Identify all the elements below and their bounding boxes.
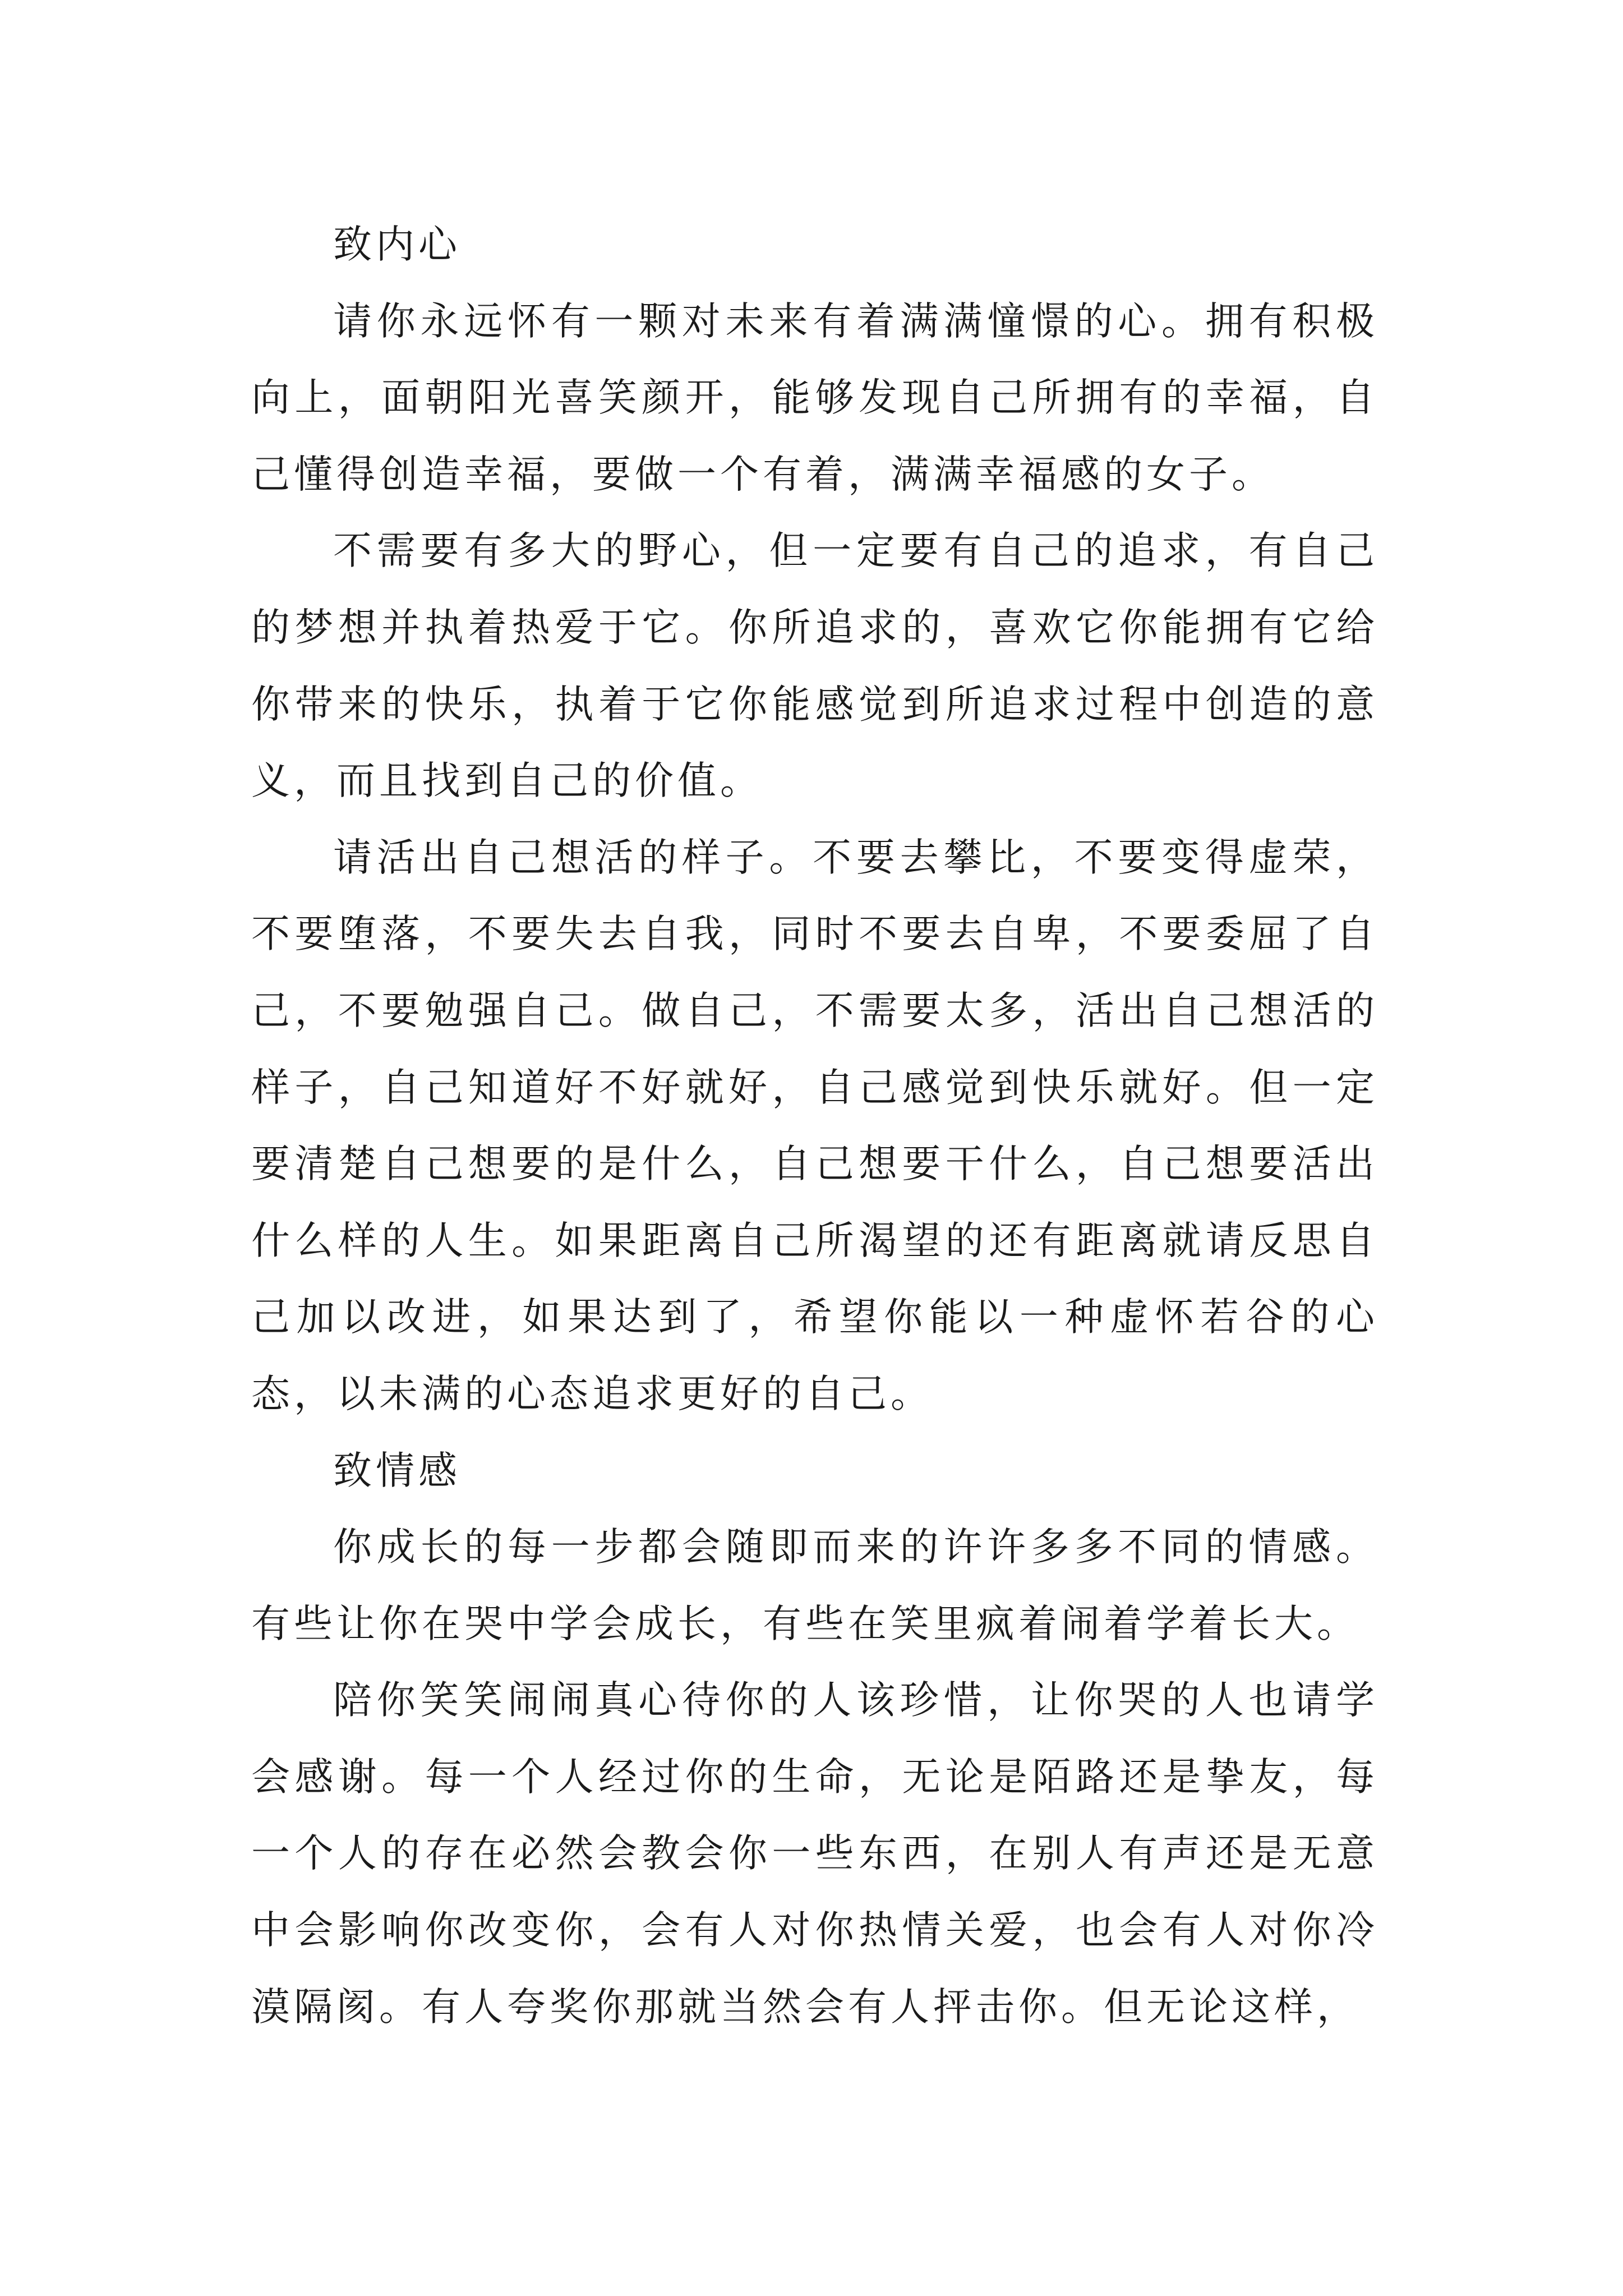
section-heading-emotions: 致情感	[333, 1448, 461, 1493]
paragraph: 请活出自己想活的样子。不要去攀比，不要变得虚荣，不要堕落，不要失去自我，同时不要去自卑，不要委屈了自己，不要勉强自己。做自己，不需要太多，活出自己想活的样子，自己知道好不好就好，自己感觉到快乐就好。但一定要清楚自己想要的是什么，自己想要干什么，自己想要活出什么样的人生。如果距离自己所渴望的还有距离就请反思自己加以改进，如果达到了，希望你能以一种虚怀若谷的心态，以未满的心态追求更好的自己。	[251, 835, 1378, 1416]
paragraph: 你成长的每一步都会随即而来的许许多多不同的情感。有些让你在哭中学会成长，有些在笑里疯着闹着学着长大。	[251, 1525, 1378, 1646]
document-body	[251, 206, 1378, 2045]
paragraph: 陪你笑笑闹闹真心待你的人该珍惜，让你哭的人也请学会感谢。每一个人经过你的生命，无论是陌路还是挚友，每一个人的存在必然会教会你一些东西，在别人有声还是无意中会影响你改变你，会有人对你热情关爱，也会有人对你冷漠隔阂。有人夸奖你那就当然会有人抨击你。但无论这样，	[251, 1678, 1378, 2030]
paragraph: 不需要有多大的野心，但一定要有自己的追求，有自己的梦想并执着热爱于它。你所追求的，喜欢它你能拥有它给你带来的快乐，执着于它你能感觉到所追求过程中创造的意义，而且找到自己的价值。	[251, 528, 1378, 804]
paragraph: 请你永远怀有一颗对未来有着满满憧憬的心。拥有积极向上，面朝阳光喜笑颜开，能够发现自己所拥有的幸福，自己懂得创造幸福，要做一个有着，满满幸福感的女子。	[251, 298, 1378, 497]
section-heading-inner-heart: 致内心	[333, 222, 461, 267]
